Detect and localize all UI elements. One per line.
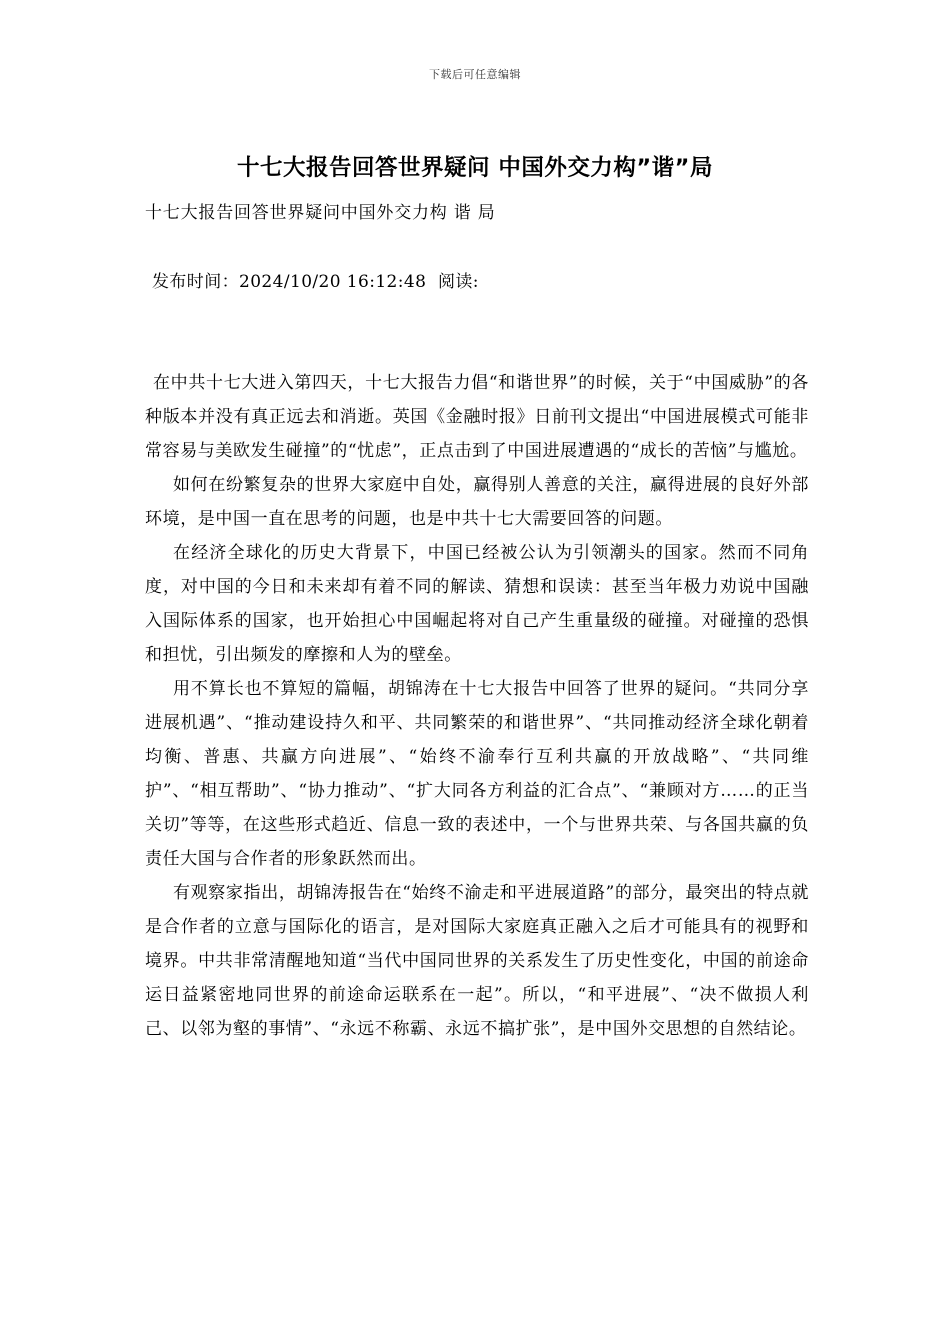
paragraph: 如何在纷繁复杂的世界大家庭中自处，赢得别人善意的关注，赢得进展的良好外部环境，是中国一直在思考的问题，也是中共十七大需要回答的问题。 <box>145 475 809 529</box>
document-subtitle: 十七大报告回答世界疑问中国外交力构 谐 局 <box>145 203 496 223</box>
header-note: 下载后可任意编辑 <box>429 68 521 81</box>
paragraph: 在中共十七大进入第四天，十七大报告力倡“和谐世界”的时候，关于“中国威胁”的各种版本并没有真正远去和消逝。英国《金融时报》日前刊文提出“中国进展模式可能非常容易与美欧发生碰撞”的“忧虑”，正点击到了中国进展遭遇的“成长的苦恼”与尴尬。 <box>145 373 809 461</box>
paragraph: 有观察家指出，胡锦涛报告在“始终不渝走和平进展道路”的部分，最突出的特点就是合作者的立意与国际化的语言，是对国际大家庭真正融入之后才可能具有的视野和境界。中共非常清醒地知道“当代中国同世界的关系发生了历史性变化，中国的前途命运日益紧密地同世界的前途命运联系在一起”。所以，“和平进展”、“决不做损人利己、以邻为壑的事情”、“永远不称霸、永远不搞扩张”，是中国外交思想的自然结论。 <box>145 883 809 1039</box>
paragraph: 在经济全球化的历史大背景下，中国已经被公认为引领潮头的国家。然而不同角度，对中国的今日和未来却有着不同的解读、猜想和误读：甚至当年极力劝说中国融入国际体系的国家，也开始担心中国崛起将对自己产生重量级的碰撞。对碰撞的恐惧和担忧，引出频发的摩擦和人为的壁垒。 <box>145 543 809 665</box>
document-title: 十七大报告回答世界疑问 中国外交力构”谐”局 <box>237 155 713 181</box>
article-body <box>145 366 809 1046</box>
publish-meta <box>152 267 479 292</box>
publish-time: 2024/10/20 16:12:48 <box>239 272 427 292</box>
paragraph: 用不算长也不算短的篇幅，胡锦涛在十七大报告中回答了世界的疑问。“共同分享进展机遇”、“推动建设持久和平、共同繁荣的和谐世界”、“共同推动经济全球化朝着均衡、普惠、共赢方向进展”、“始终不渝奉行互利共赢的开放战略”、“共同维护”、“相互帮助”、“协力推动”、“扩大同各方利益的汇合点”、“兼顾对方……的正当关切”等等，在这些形式趋近、信息一致的表述中，一个与世界共荣、与各国共赢的负责任大国与合作者的形象跃然而出。 <box>145 679 809 869</box>
publish-label: 发布时间： <box>152 272 239 292</box>
read-label: 阅读: <box>437 272 479 292</box>
